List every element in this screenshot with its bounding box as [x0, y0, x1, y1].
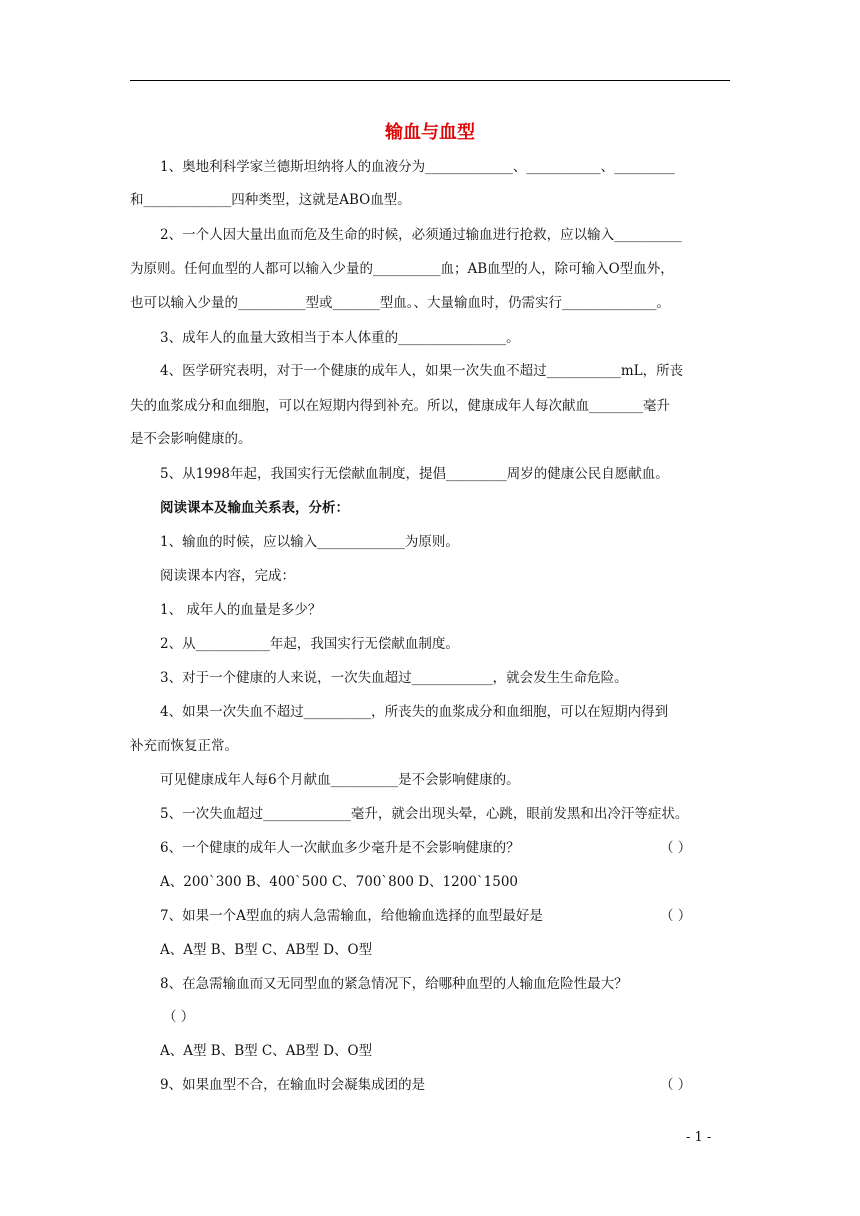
text-line: 和_____________四种类型，这就是ABO血型。 [130, 192, 411, 208]
text-line: 阅读课本内容，完成： [160, 568, 295, 584]
question-line: 8、在急需输血而又无同型血的紧急情况下，给哪种血型的人输血危险性最大？ [160, 976, 628, 992]
question-line: 9、如果血型不合，在输血时会凝集成团的是 [160, 1077, 426, 1093]
page-title: 输血与血型 [385, 122, 475, 143]
answer-blank: （ ） [660, 908, 692, 924]
section-heading: 阅读课本及输血关系表，分析： [160, 500, 349, 516]
text-line: 5、从1998年起，我国实行无偿献血制度，提倡_________周岁的健康公民自愿献血。 [160, 466, 669, 482]
text-line: 为原则。任何血型的人都可以输入少量的__________血；AB血型的人，除可输入O型血外， [130, 261, 674, 277]
text-line: 可见健康成年人每6个月献血__________是不会影响健康的。 [160, 772, 520, 788]
text-line: 也可以输入少量的__________型或_______型血。、大量输血时，仍需实行______________。 [130, 295, 670, 311]
question-line: 7、如果一个A型血的病人急需输血，给他输血选择的血型最好是 [160, 908, 543, 924]
text-line: 1、奥地利科学家兰德斯坦纳将人的血液分为_____________、___________、_________ [160, 159, 675, 175]
text-line: 1、输血的时候，应以输入_____________为原则。 [160, 534, 459, 550]
header-rule [130, 80, 730, 81]
options-line: A、A型 B、B型 C、AB型 D、O型 [160, 942, 373, 958]
text-line: 失的血浆成分和血细胞，可以在短期内得到补充。所以，健康成年人每次献血________毫升 [130, 398, 670, 414]
question-line: 6、一个健康的成年人一次献血多少毫升是不会影响健康的？ [160, 840, 520, 856]
answer-blank: （ ） [660, 840, 692, 856]
text-line: 3、成年人的血量大致相当于本人体重的________________。 [160, 330, 520, 346]
text-line: 3、对于一个健康的人来说，一次失血超过____________，就会发生生命危险。 [160, 670, 628, 686]
text-line: 4、医学研究表明，对于一个健康的成年人，如果一次失血不超过___________mL，所丧 [160, 363, 684, 379]
text-line: 4、如果一次失血不超过__________，所丧失的血浆成分和血细胞，可以在短期内得到 [160, 704, 669, 720]
options-line: A、A型 B、B型 C、AB型 D、O型 [160, 1043, 373, 1059]
text-line: 2、一个人因大量出血而危及生命的时候，必须通过输血进行抢救，应以输入__________ [160, 227, 682, 243]
text-line: 2、从___________年起，我国实行无偿献血制度。 [160, 636, 459, 652]
answer-blank: （ ） [163, 1009, 195, 1025]
text-line: 是不会影响健康的。 [130, 431, 252, 447]
options-line: A、200`300 B、400`500 C、700`800 D、1200`1500 [160, 874, 519, 890]
text-line: 补充而恢复正常。 [130, 738, 238, 754]
page-number: - 1 - [686, 1130, 712, 1145]
text-line: 1、 成年人的血量是多少？ [160, 602, 322, 618]
answer-blank: （ ） [660, 1077, 692, 1093]
text-line: 5、一次失血超过_____________毫升，就会出现头晕，心跳，眼前发黑和出冷汗等症状。 [160, 806, 689, 822]
